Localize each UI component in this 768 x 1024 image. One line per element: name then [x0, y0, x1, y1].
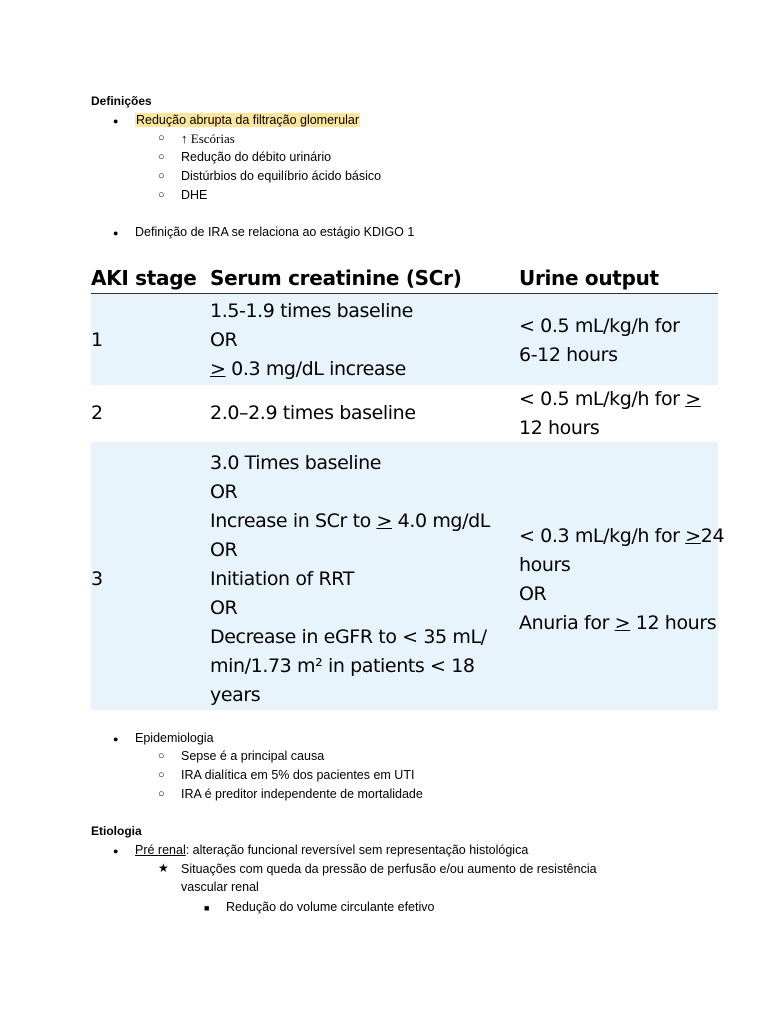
table-header	[91, 262, 718, 294]
section-heading-definicoes: Definições	[91, 94, 152, 108]
definicoes-sub-item: Distúrbios do equilíbrio ácido básico	[181, 169, 382, 183]
circle-bullet-icon: ○	[158, 151, 165, 163]
bullet-icon: ●	[113, 734, 119, 744]
definicoes-item-2: Definição de IRA se relaciona ao estágio KDIGO 1	[135, 225, 415, 239]
stage-cell: 2	[91, 402, 103, 424]
stage-cell: 1	[91, 329, 103, 351]
square-bullet-icon: ■	[204, 903, 210, 913]
epidemiologia-sub-item: IRA é preditor independente de mortalidade	[181, 787, 423, 801]
bullet-icon: ●	[113, 846, 119, 856]
highlighted-text: Redução abrupta da filtração glomerular	[136, 113, 360, 127]
pre-renal-label: Pré renal	[135, 843, 186, 857]
epidemiologia-sub-item: IRA dialítica em 5% dos pacientes em UTI	[181, 768, 415, 782]
epidemiologia-item: Epidemiologia	[135, 731, 214, 745]
header-urine-output: Urine output	[519, 266, 659, 290]
etiologia-star-line-2: vascular renal	[181, 880, 259, 894]
bullet-icon: ●	[113, 116, 119, 126]
circle-bullet-icon: ○	[158, 750, 165, 762]
definicoes-sub-item: DHE	[181, 188, 208, 202]
table-row	[91, 294, 718, 385]
definicoes-sub-item: Redução do débito urinário	[181, 150, 332, 164]
scr-cell: 2.0–2.9 times baseline	[210, 402, 416, 424]
etiologia-square-item: Redução do volume circulante efetivo	[226, 900, 435, 914]
header-serum-creatinine: Serum creatinine (SCr)	[210, 266, 462, 290]
scr-cell: 1.5-1.9 times baseline OR > 0.3 mg/dL increase	[210, 300, 413, 380]
pre-renal-text: : alteração funcional reversível sem representação histológica	[185, 843, 529, 857]
urine-cell: < 0.5 mL/kg/h for > 12 hours	[519, 388, 701, 439]
definicoes-sub-item: ↑ Escórias	[181, 131, 235, 146]
stage-cell: 3	[91, 568, 103, 590]
urine-cell: < 0.3 mL/kg/h for >24 hours OR Anuria for > 12 hours	[519, 525, 725, 634]
star-bullet-icon: ★	[158, 861, 169, 875]
urine-cell: < 0.5 mL/kg/h for 6-12 hours	[519, 315, 680, 366]
table-row	[91, 442, 725, 710]
scr-cell: 3.0 Times baseline OR Increase in SCr to > 4.0 mg/dL OR Initiation of RRT OR Decrease in eGFR to < 35 mL/ min/1.73 m² in patients < 18 years	[210, 452, 490, 706]
circle-bullet-icon: ○	[158, 769, 165, 781]
etiologia-pre-renal-item	[135, 843, 528, 857]
circle-bullet-icon: ○	[158, 788, 165, 800]
definicoes-item-1	[135, 113, 360, 127]
circle-bullet-icon: ○	[158, 132, 165, 144]
header-aki-stage: AKI stage	[91, 266, 197, 290]
epidemiologia-sub-item: Sepse é a principal causa	[181, 749, 325, 763]
section-heading-etiologia: Etiologia	[91, 824, 142, 838]
circle-bullet-icon: ○	[158, 189, 165, 201]
bullet-icon: ●	[113, 228, 119, 238]
circle-bullet-icon: ○	[158, 170, 165, 182]
table-row	[91, 385, 718, 441]
etiologia-star-line-1: Situações com queda da pressão de perfusão e/ou aumento de resistência	[181, 862, 597, 876]
